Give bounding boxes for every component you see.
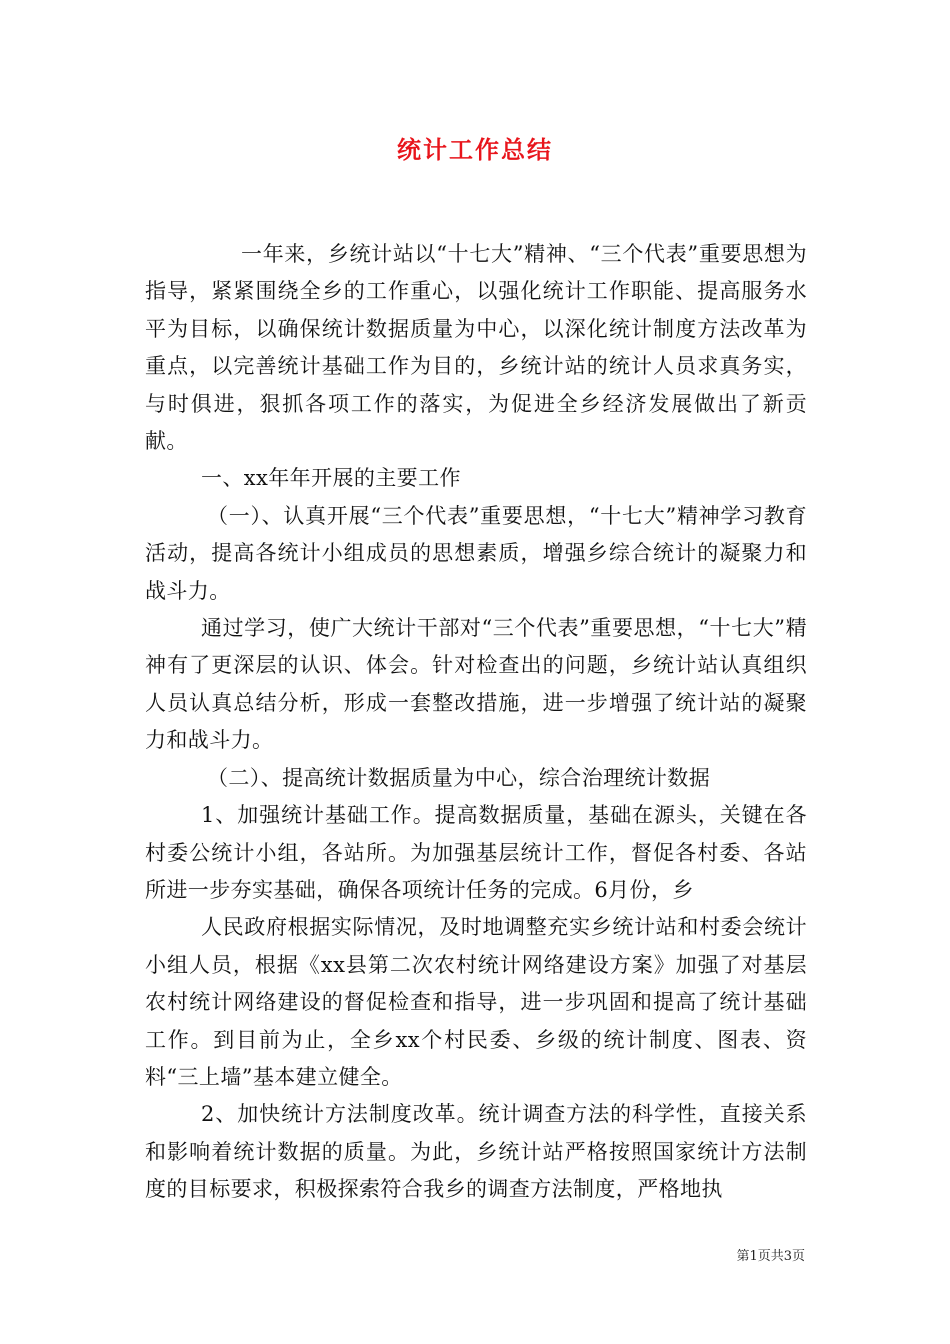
document-body (145, 236, 807, 1209)
paragraph-item-2: 2、加快统计方法制度改革。统计调查方法的科学性，直接关系和影响着统计数据的质量。为此，乡统计站严格按照国家统计方法制度的目标要求，积极探索符合我乡的调查方法制度，严格地执 (145, 1102, 807, 1202)
paragraph-intro: 一年来，乡统计站以“十七大”精神、“三个代表”重要思想为指导，紧紧围绕全乡的工作重心，以强化统计工作职能、提高服务水平为目标，以确保统计数据质量为中心，以深化统计制度方法改革为重点，以完善统计基础工作为目的，乡统计站的统计人员求真务实，与时俱进，狠抓各项工作的落实，为促进全乡经济发展做出了新贡献。 (145, 242, 807, 454)
paragraph-study-result: 通过学习，使广大统计干部对“三个代表”重要思想，“十七大”精神有了更深层的认识、体会。针对检查出的问题，乡统计站认真组织人员认真总结分析，形成一套整改措施，进一步增强了统计站的凝聚力和战斗力。 (145, 616, 807, 753)
section-heading-main-work: 一、xx年年开展的主要工作 (201, 466, 461, 491)
subsection-heading-study: （一）、认真开展“三个代表”重要思想，“十七大”精神学习教育活动，提高各统计小组成员的思想素质，增强乡综合统计的凝聚力和战斗力。 (145, 503, 807, 603)
paragraph-item-1: 1、加强统计基础工作。提高数据质量，基础在源头，关键在各村委公统计小组，各站所。为加强基层统计工作，督促各村委、各站所进一步夯实基础，确保各项统计任务的完成。6月份，乡 (145, 803, 807, 902)
document-title: 统计工作总结 (397, 135, 553, 164)
paragraph-item-1-continued: 人民政府根据实际情况，及时地调整充实乡统计站和村委会统计小组人员，根据《xx县第二次农村统计网络建设方案》加强了对基层农村统计网络建设的督促检查和指导，进一步巩固和提高了统计基础工作。到目前为止，全乡xx个村民委、乡级的统计制度、图表、资料“三上墙”基本建立健全。 (145, 915, 807, 1089)
subsection-heading-data-quality: （二）、提高统计数据质量为中心，综合治理统计数据 (207, 765, 711, 790)
page-number: 第1页共3页 (736, 1249, 805, 1264)
